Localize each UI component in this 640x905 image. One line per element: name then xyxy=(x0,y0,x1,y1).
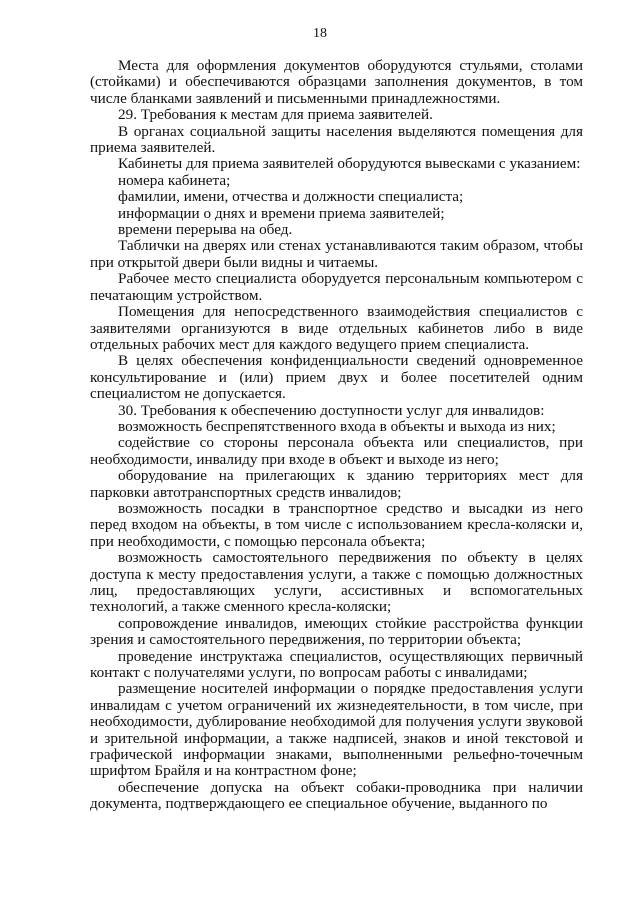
paragraph: Места для оформления документов оборудуются стульями, столами (стойками) и обеспечиваются образцами заполнения документов, в том числе бланками заявлений и письменными принадлежностями. xyxy=(90,57,583,107)
paragraph: Рабочее место специалиста оборудуется персональным компьютером с печатающим устройством. xyxy=(90,270,583,304)
paragraph: Помещения для непосредственного взаимодействия специалистов с заявителями организуются в виде отдельных кабинетов либо в виде отдельных рабочих мест для каждого ведущего прием специалиста. xyxy=(90,303,583,353)
paragraph: В целях обеспечения конфиденциальности сведений одновременное консультирование и (или) прием двух и более посетителей одним специалистом не допускается. xyxy=(90,352,583,403)
list-item: возможность посадки в транспортное средство и высадки из него перед входом на объекты, в том числе с использованием кресла-коляски и, при необходимости, с помощью персонала объекта; xyxy=(90,499,583,550)
list-item: содействие со стороны персонала объекта или специалистов, при необходимости, инвалиду при входе в объект и выходе из него; xyxy=(90,434,583,468)
list-item: обеспечение допуска на объект собаки-проводника при наличии документа, подтверждающего ее специальное обучение, выданного по xyxy=(90,778,583,813)
paragraph: Таблички на дверях или стенах устанавливаются таким образом, чтобы при открытой двери были видны и читаемы. xyxy=(90,237,583,271)
list-item: размещение носителей информации о порядке предоставления услуги инвалидам с учетом ограничений их жизнедеятельности, в том числе, при необходимости, дублирование необходимой для получения услуги звуковой и зрительной информации, а также надписей, знаков и иной текстовой и графической информации знаками, выполненными рельефно-точечным шрифтом Брайля и на контрастном фоне; xyxy=(90,680,583,780)
document-body xyxy=(90,58,583,813)
section-heading: 29. Требования к местам для приема заявителей. xyxy=(118,106,433,124)
list-item: оборудование на прилегающих к зданию территориях мест для парковки автотранспортных средств инвалидов; xyxy=(90,467,583,501)
list-item: проведение инструктажа специалистов, осуществляющих первичный контакт с получателями услуги, по вопросам работы с инвалидами; xyxy=(90,647,583,682)
list-item: возможность беспрепятственного входа в объекты и выхода из них; xyxy=(118,417,556,435)
list-item: возможность самостоятельного передвижения по объекту в целях доступа к месту предоставления услуги, а также с помощью должностных лиц, предоставляющих услуги, ассистивных и вспомогательных технологий, а также сменного кресла-коляски; xyxy=(90,549,583,616)
paragraph: В органах социальной защиты населения выделяются помещения для приема заявителей. xyxy=(90,122,583,157)
list-item: времени перерыва на обед. xyxy=(118,221,293,239)
list-item: фамилии, имени, отчества и должности специалиста; xyxy=(118,188,464,206)
page-number: 18 xyxy=(313,26,327,41)
list-item: сопровождение инвалидов, имеющих стойкие расстройства функции зрения и самостоятельного передвижения, по территории объекта; xyxy=(90,614,583,649)
section-heading: 30. Требования к обеспечению доступности услуг для инвалидов: xyxy=(118,401,545,419)
list-item: информации о днях и времени приема заявителей; xyxy=(118,204,445,222)
paragraph: Кабинеты для приема заявителей оборудуются вывесками с указанием: xyxy=(118,155,581,173)
list-item: номера кабинета; xyxy=(118,171,231,189)
